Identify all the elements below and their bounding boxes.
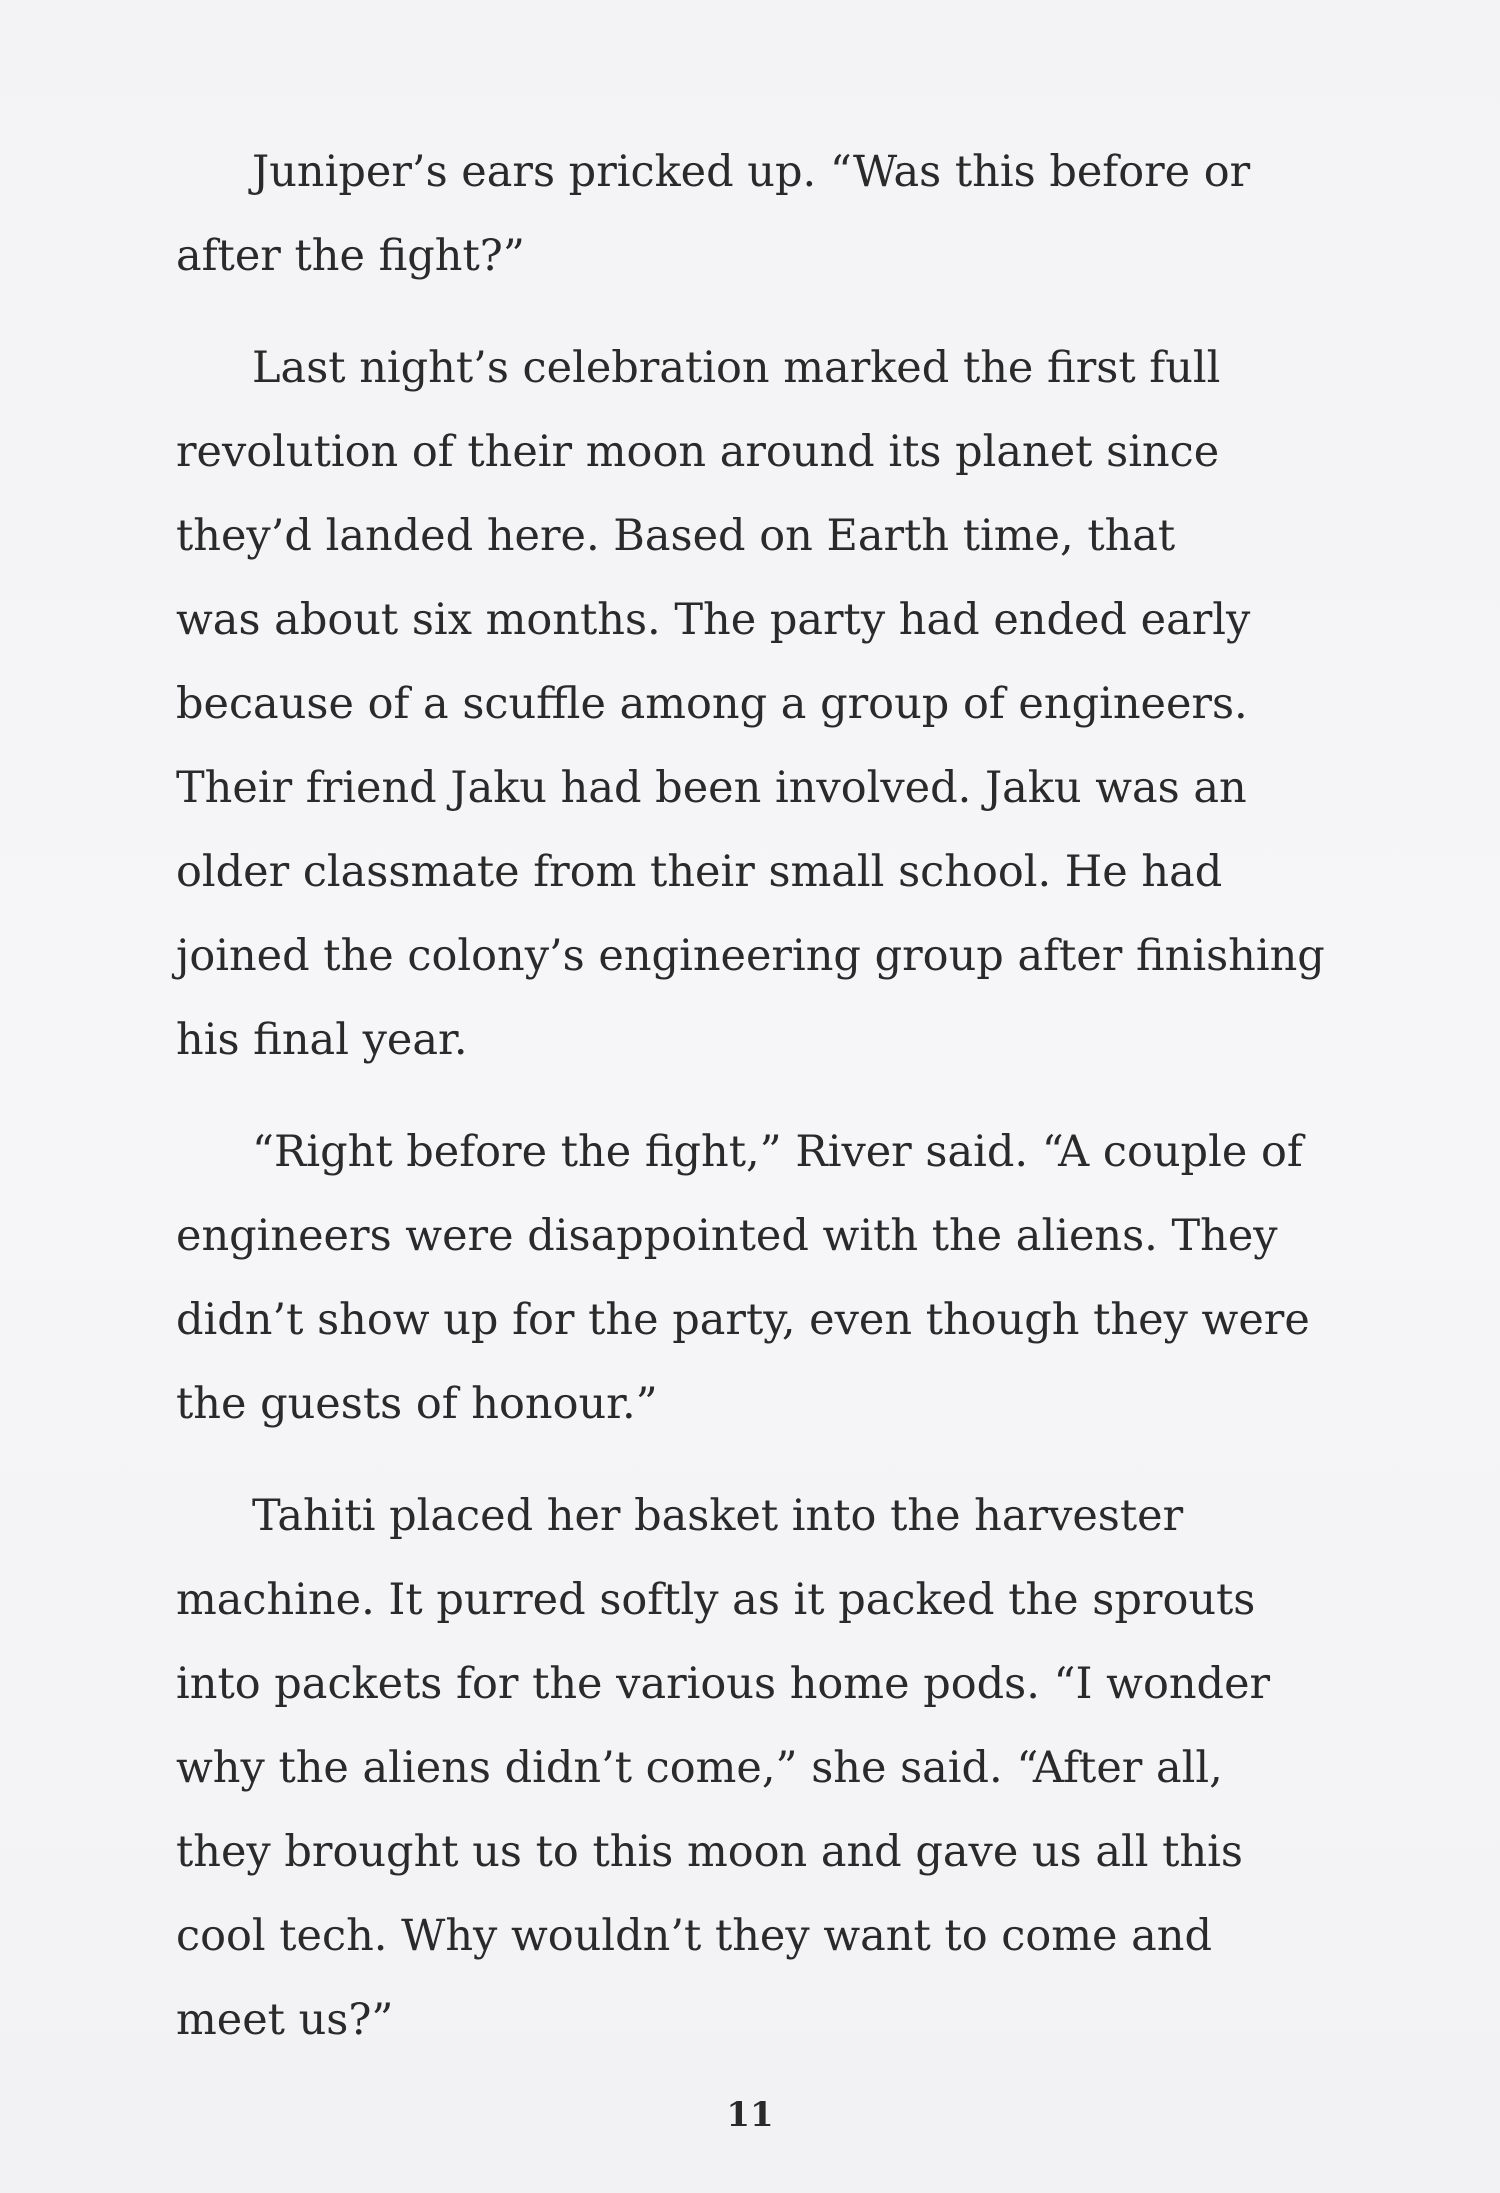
- text-line: because of a scuffle among a group of engineers.: [176, 679, 1248, 729]
- paragraph-2: [176, 326, 1386, 1082]
- text-line: joined the colony’s engineering group after finishing: [176, 931, 1325, 981]
- text-line: the guests of honour.”: [176, 1379, 658, 1429]
- text-line: Tahiti placed her basket into the harvester: [252, 1491, 1184, 1541]
- text-line: didn’t show up for the party, even though they were: [176, 1295, 1310, 1345]
- paragraph-1: [176, 130, 1386, 298]
- text-line: engineers were disappointed with the aliens. They: [176, 1211, 1278, 1261]
- text-line: Last night’s celebration marked the first full: [252, 343, 1221, 393]
- text-line: they’d landed here. Based on Earth time, that: [176, 511, 1176, 561]
- text-line: cool tech. Why wouldn’t they want to come and: [176, 1911, 1212, 1961]
- text-line: meet us?”: [176, 1995, 394, 2045]
- text-line: into packets for the various home pods. “I wonder: [176, 1659, 1271, 1709]
- text-line: after the fight?”: [176, 231, 525, 281]
- page-number: 11: [726, 2095, 774, 2135]
- body-text: [176, 130, 1386, 2090]
- paragraph-4: [176, 1474, 1386, 2062]
- text-line: was about six months. The party had ended early: [176, 595, 1251, 645]
- text-line: revolution of their moon around its planet since: [176, 427, 1220, 477]
- text-line: they brought us to this moon and gave us all this: [176, 1827, 1243, 1877]
- text-line: “Right before the fight,” River said. “A couple of: [252, 1127, 1303, 1177]
- text-line: Juniper’s ears pricked up. “Was this before or: [252, 147, 1251, 197]
- text-line: why the aliens didn’t come,” she said. “After all,: [176, 1743, 1223, 1793]
- text-line: his final year.: [176, 1015, 468, 1065]
- paragraph-3: [176, 1110, 1386, 1446]
- text-line: older classmate from their small school. He had: [176, 847, 1223, 897]
- text-line: machine. It purred softly as it packed the sprouts: [176, 1575, 1256, 1625]
- text-line: Their friend Jaku had been involved. Jaku was an: [176, 763, 1247, 813]
